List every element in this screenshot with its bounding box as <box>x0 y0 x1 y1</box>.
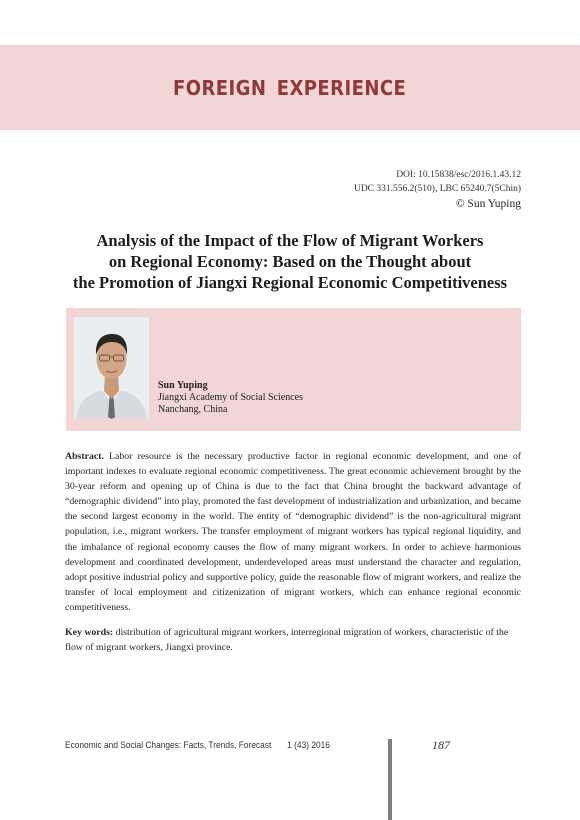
article-title <box>40 230 540 293</box>
udc: UDC 331.556.2(510), LBC 65240.7(5Chin) <box>353 184 521 194</box>
section-title: FOREIGN EXPERIENCE <box>173 75 407 100</box>
keywords <box>65 625 521 655</box>
footer-issue: 1 (43) 2016 <box>287 740 330 751</box>
title-line: Analysis of the Impact of the Flow of Migrant Workers <box>96 231 484 250</box>
article-meta <box>354 168 521 213</box>
abstract-text: Labor resource is the necessary productive factor in regional economic development, and one of important indexes to evaluate regional economic competitiveness. The great economic achievement brought by the 30-year reform and opening up of China is due to the fact that China brought the backward advantage of “demographic dividend” into play, promoted the fast development of industrialization and urbanization, and became the second largest economy in the world. The entity of “demographic dividend” is the non-agricultural migrant population, i.e., migrant workers. The transfer employment of migrant workers has typical regional liquidity, and the imbalance of regional economy causes the flow of many migrant workers. In order to achieve harmonious development and coordinated development, underdeveloped areas must understand the character and regulation, adopt positive industrial policy and supportive policy, guide the reasonable flow of migrant workers, and realize the transfer of local employment and citizenization of migrant workers, which can enhance regional economic competitiveness. <box>65 451 521 613</box>
author-box <box>66 308 521 431</box>
footer-journal-info <box>65 740 330 751</box>
author-portrait-image <box>74 317 149 419</box>
author-info <box>158 380 303 416</box>
author-affiliation: Jiangxi Academy of Social Sciences <box>158 392 303 403</box>
copyright: © Sun Yuping <box>455 198 521 210</box>
author-name: Sun Yuping <box>158 380 208 391</box>
footer-divider <box>388 739 392 820</box>
abstract-label: Abstract. <box>65 451 104 462</box>
doi[interactable]: DOI: 10.15838/esc/2016.1.43.12 <box>396 170 521 180</box>
keywords-text: distribution of agricultural migrant workers, interregional migration of workers, characteristic of the flow of migrant workers, Jiangxi province. <box>65 627 509 654</box>
author-photo <box>74 317 149 419</box>
page-number: 187 <box>432 738 450 752</box>
author-location: Nanchang, China <box>158 404 228 415</box>
section-banner <box>0 45 580 130</box>
abstract <box>65 449 521 615</box>
title-line: on Regional Economy: Based on the Thought about <box>108 252 472 271</box>
title-line: the Promotion of Jiangxi Regional Economic Competitiveness <box>72 273 508 292</box>
keywords-label: Key words: <box>65 627 114 638</box>
footer-journal: Economic and Social Changes: Facts, Trends, Forecast <box>65 740 272 751</box>
